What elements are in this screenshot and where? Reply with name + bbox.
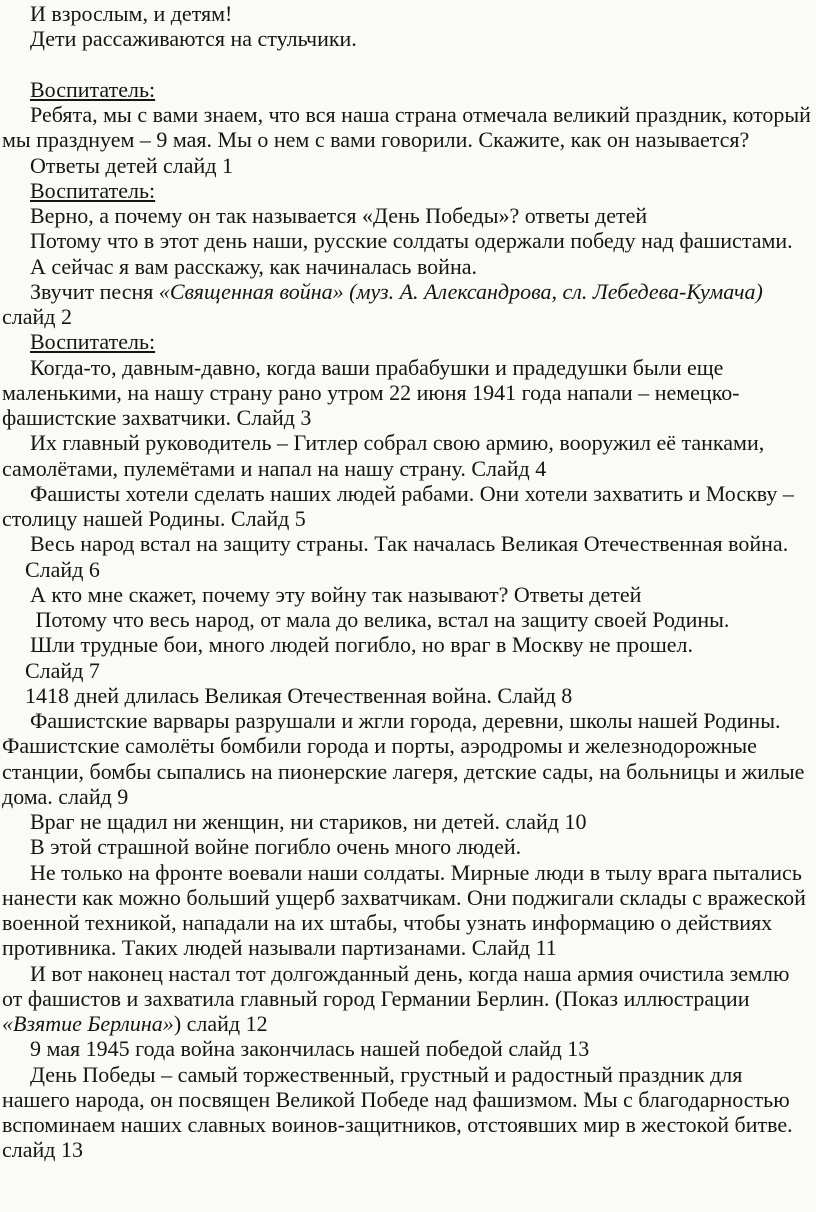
- text-run: Их главный руководитель – Гитлер собрал свою армию, вооружил её танками, самолётами, пулемётами и напал на нашу страну. Слайд 4: [2, 430, 770, 481]
- speech: [2, 708, 812, 809]
- text-run: Воспитатель:: [30, 177, 156, 203]
- speech: [2, 355, 812, 431]
- text-run: «Священная война» (муз. А. Александрова, сл. Лебедева-Кумача): [158, 278, 763, 304]
- text-run: Враг не щадил ни женщин, ни стариков, ни детей. слайд 10: [30, 809, 587, 834]
- text-run: Ответы детей слайд 1: [30, 152, 234, 178]
- speech: [2, 531, 812, 556]
- speaker-label: [2, 178, 812, 203]
- text-run: Ребята, мы с вами знаем, что вся наша страна отмечала великий праздник, который мы празднуем – 9 мая. Мы о нем с вами говорили. Скажите, как он называется?: [2, 102, 816, 153]
- stage-direction: [2, 279, 812, 330]
- slide-cue: [2, 557, 812, 582]
- speech: [2, 254, 812, 279]
- text-run: А сейчас я вам расскажу, как начиналась война.: [30, 253, 477, 279]
- text-run: Слайд 6: [25, 556, 100, 582]
- speech: [2, 961, 812, 1037]
- text-run: Верно, а почему он так называется «День Победы»? ответы детей: [30, 203, 648, 228]
- stage-direction: [2, 26, 812, 51]
- speech: [2, 809, 812, 834]
- speech: [2, 582, 812, 607]
- text-run: И вот наконец настал тот долгожданный день, когда наша армия очистила землю от фашистов и захватила главный город Германии Берлин. (Показ иллюстрации: [2, 960, 795, 1011]
- text-run: Шли трудные бои, много людей погибло, но враг в Москву не прошел.: [30, 632, 694, 658]
- speech: [2, 683, 812, 708]
- speech: [2, 481, 812, 532]
- speech: [2, 632, 812, 657]
- text-run: Фашистские варвары разрушали и жгли города, деревни, школы нашей Родины. Фашистские самолёты бомбили города и порты, аэродромы и железнодорожные станции, бомбы сыпались на пионерские лагеря, детские сады, на больницы и жилые дома. слайд 9: [2, 708, 810, 809]
- speaker-label: [2, 77, 812, 102]
- text-run: 9 мая 1945 года война закончилась нашей победой слайд 13: [30, 1036, 590, 1062]
- text-run: А кто мне скажет, почему эту войну так называют? Ответы детей: [30, 581, 642, 607]
- text-run: И взрослым, и детям!: [30, 1, 233, 26]
- line-address: [2, 1, 812, 26]
- slide-cue: [2, 658, 812, 683]
- text-run: 1418 дней длилась Великая Отечественная война. Слайд 8: [25, 682, 573, 708]
- text-run: Потому что в этот день наши, русские солдаты одержали победу над фашистами.: [30, 228, 793, 254]
- text-run: В этой страшной войне погибло очень много людей.: [30, 834, 522, 860]
- text-run: Дети рассаживаются на стульчики.: [30, 26, 357, 52]
- text-run: Фашисты хотели сделать наших людей рабами. Они хотели захватить и Москву – столицу нашей Родины. Слайд 5: [2, 480, 800, 531]
- text-run: ) слайд 12: [173, 1011, 268, 1036]
- speech: [2, 1036, 812, 1061]
- blank-line: [2, 52, 812, 77]
- speech: [2, 203, 812, 228]
- speech: [2, 228, 812, 253]
- text-run: «Взятие Берлина»: [2, 1011, 174, 1036]
- speaker-label: [2, 329, 812, 354]
- speech: [2, 102, 816, 153]
- text-run: Потому что весь народ, от мала до велика, встал на защиту своей Родины.: [30, 607, 730, 632]
- text-run: Звучит песня: [30, 278, 159, 304]
- text-run: Воспитатель:: [30, 329, 156, 355]
- speech: [2, 430, 812, 481]
- text-run: Не только на фронте воевали наши солдаты. Мирные люди в тылу врага пытались нанести как можно больший ущерб захватчикам. Они поджигали склады с вражеской военной техникой, нападали на их штабы, чтобы узнать информацию о действиях противника. Таких людей называли партизанами. Слайд 11: [2, 859, 812, 961]
- text-run: Слайд 7: [25, 657, 100, 683]
- speech: [2, 607, 812, 632]
- text-run: Когда-то, давным-давно, когда ваши прабабушки и прадедушки были еще маленькими, на нашу страну рано утром 22 июня 1941 года напали – немецко-фашистские захватчики. Слайд 3: [2, 354, 740, 430]
- speech: [2, 860, 812, 961]
- text-run: Воспитатель:: [30, 76, 156, 102]
- text-run: День Победы – самый торжественный, грустный и радостный праздник для нашего народа, он посвящен Великой Победе над фашизмом. Мы с благодарностью вспоминаем наших славных воинов-защитников, отстоявших мир в жестокой битве. слайд 13: [2, 1061, 799, 1163]
- stage-direction: [2, 153, 812, 178]
- text-run: Весь народ встал на защиту страны. Так началась Великая Отечественная война.: [30, 531, 789, 557]
- text-run: слайд 2: [2, 278, 769, 329]
- speech: [2, 1062, 812, 1163]
- speech: [2, 834, 812, 859]
